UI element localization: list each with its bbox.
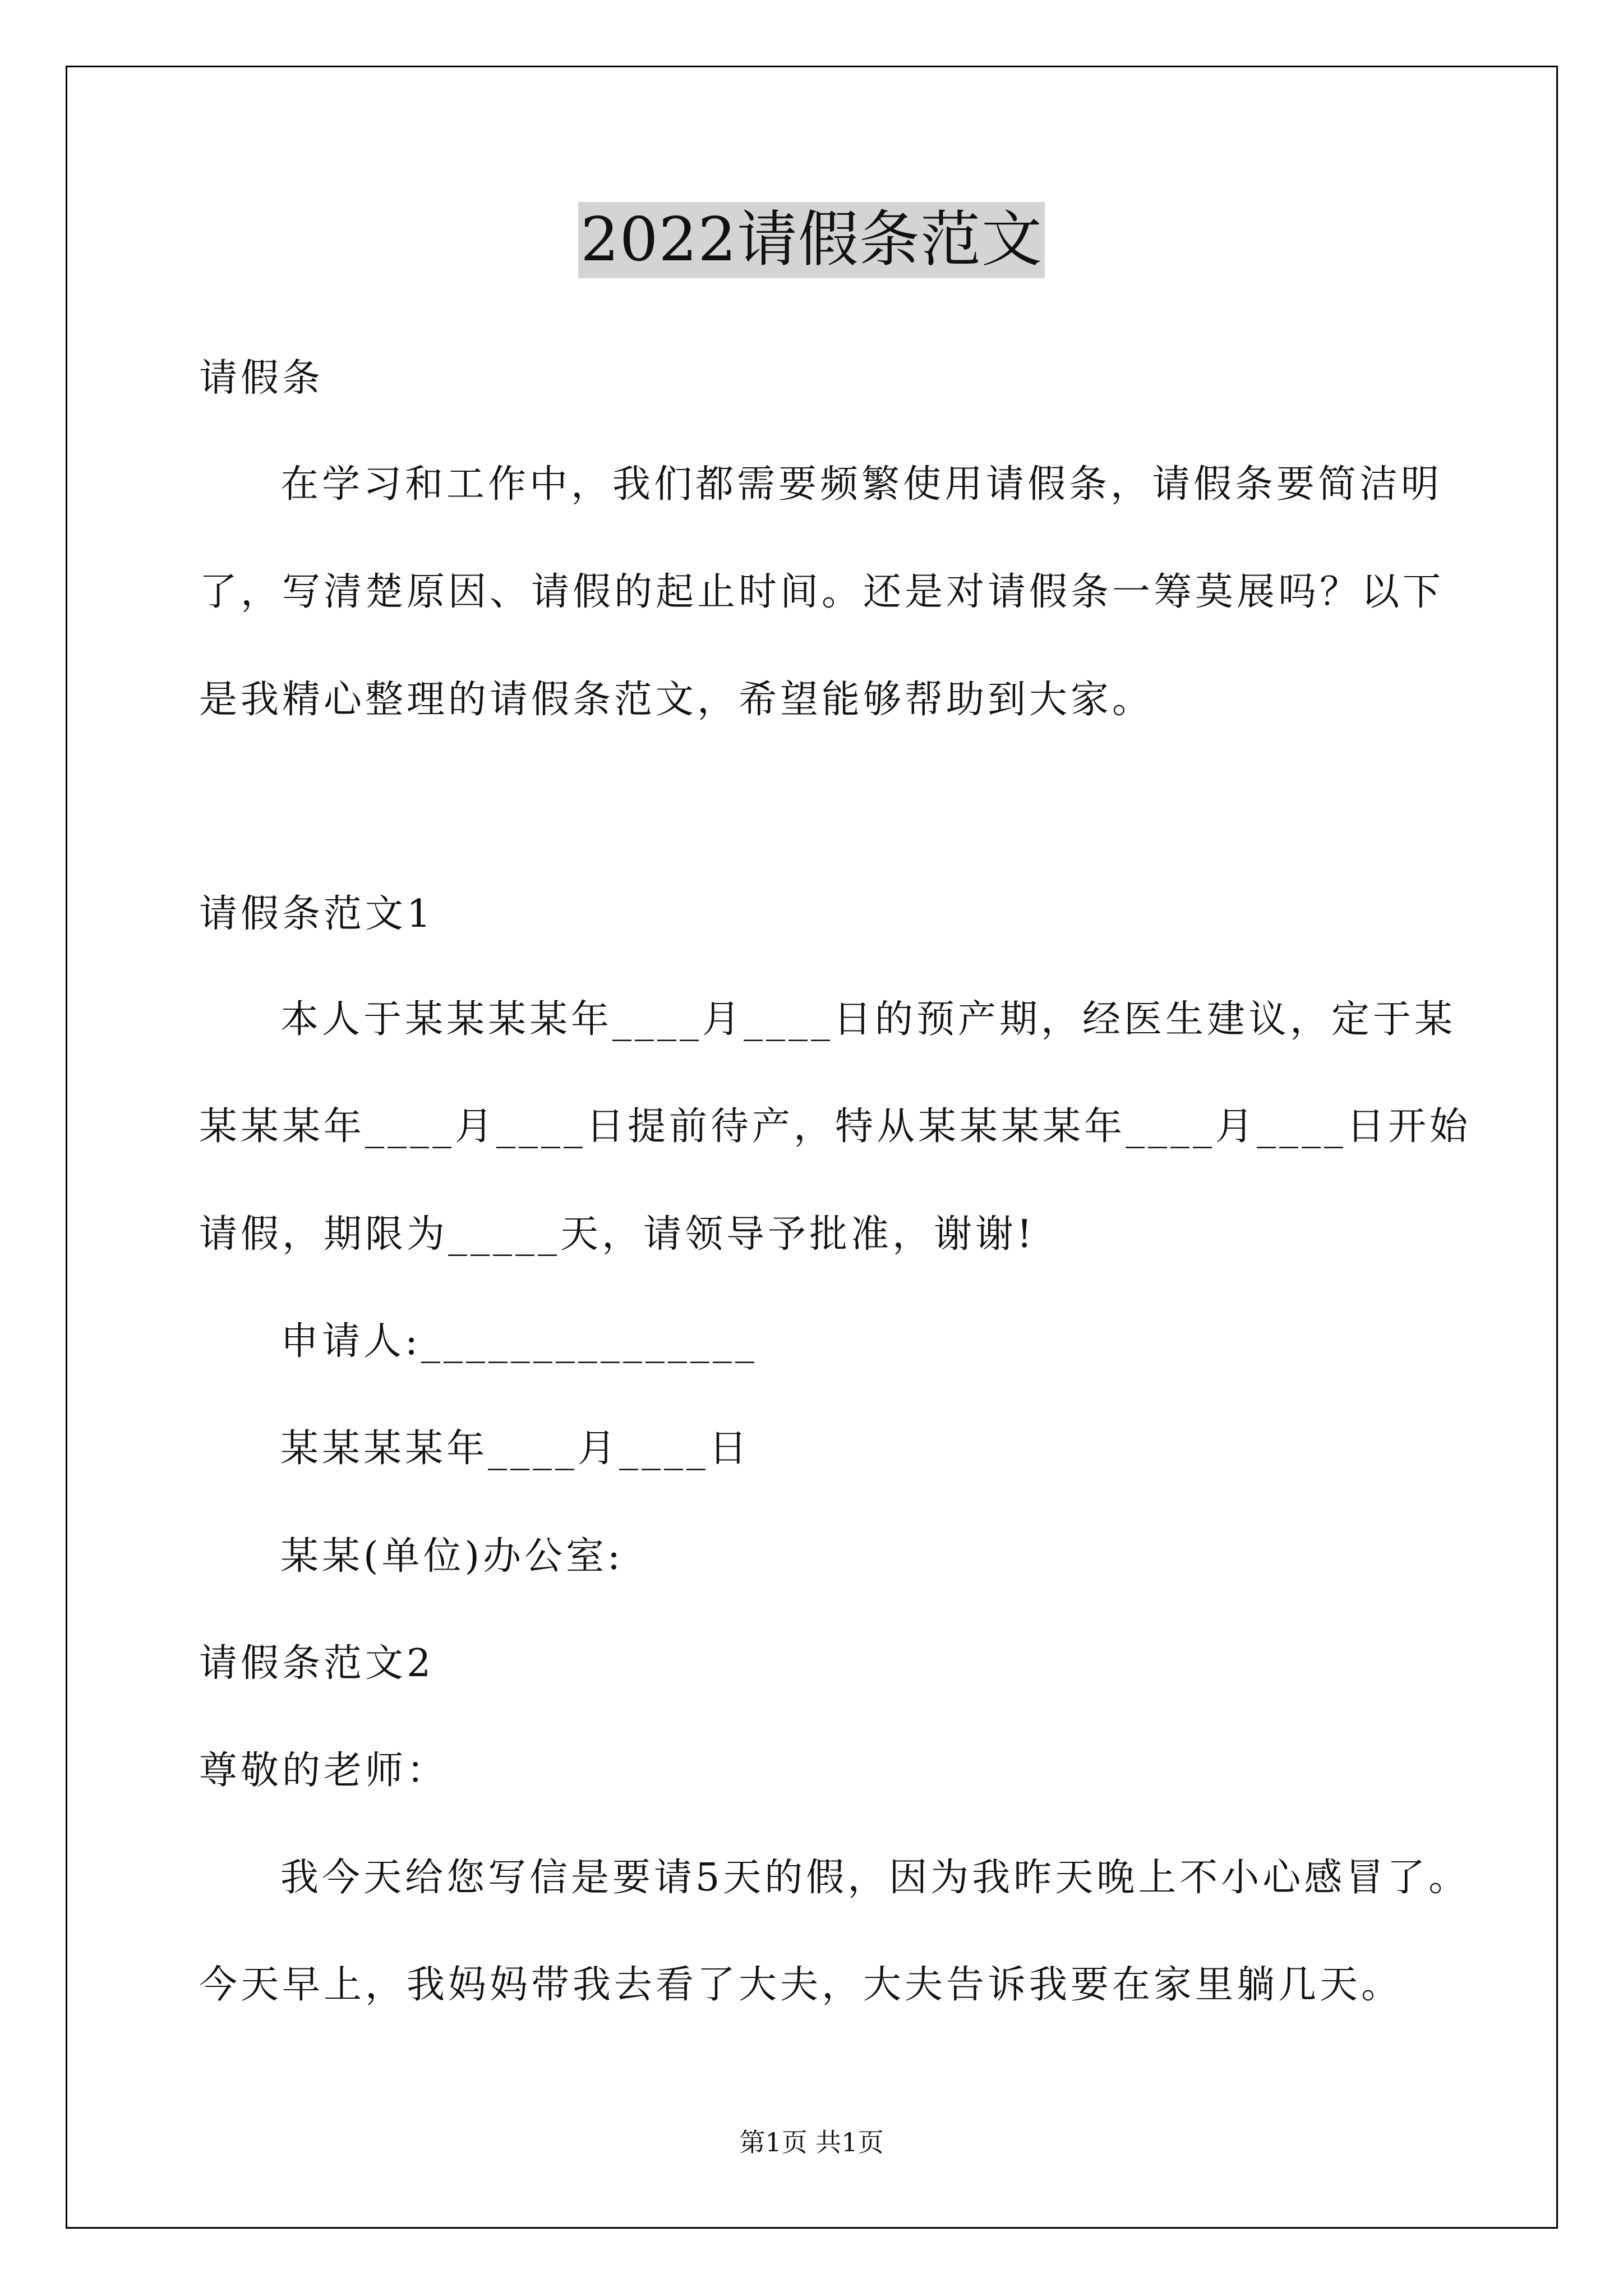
salutation-line: 尊敬的老师：	[199, 1749, 449, 1793]
title-wrap	[0, 202, 1623, 278]
heading-sample-1: 请假条范文1	[199, 892, 435, 936]
paragraph-line: 某某某年____月____日提前待产，特从某某某某年____月____日开始	[199, 1105, 1472, 1149]
paragraph-line: 本人于某某某某年____月____日的预产期，经医生建议，定于某	[280, 997, 1456, 1042]
page-number-footer: 第1页 共1页	[739, 2127, 884, 2157]
office-line: 某某(单位)办公室:	[280, 1534, 624, 1579]
paragraph-line: 在学习和工作中，我们都需要频繁使用请假条，请假条要简洁明	[280, 462, 1443, 507]
paragraph-line: 请假，期限为_____天，请领导予批准，谢谢!	[199, 1212, 1036, 1257]
heading-leave-note: 请假条	[199, 356, 324, 401]
applicant-line: 申请人:_______________	[280, 1319, 758, 1364]
document-title: 2022请假条范文	[578, 202, 1045, 278]
paragraph-line: 今天早上，我妈妈带我去看了大夫，大夫告诉我要在家里躺几天。	[199, 1963, 1403, 2007]
date-line: 某某某某年____月____日	[280, 1427, 751, 1471]
paragraph-line: 是我精心整理的请假条范文，希望能够帮助到大家。	[199, 678, 1154, 722]
heading-sample-2: 请假条范文2	[199, 1641, 435, 1686]
paragraph-line: 我今天给您写信是要请5天的假，因为我昨天晚上不小心感冒了。	[280, 1856, 1470, 1900]
paragraph-line: 了，写清楚原因、请假的起止时间。还是对请假条一筹莫展吗？以下	[199, 570, 1445, 614]
